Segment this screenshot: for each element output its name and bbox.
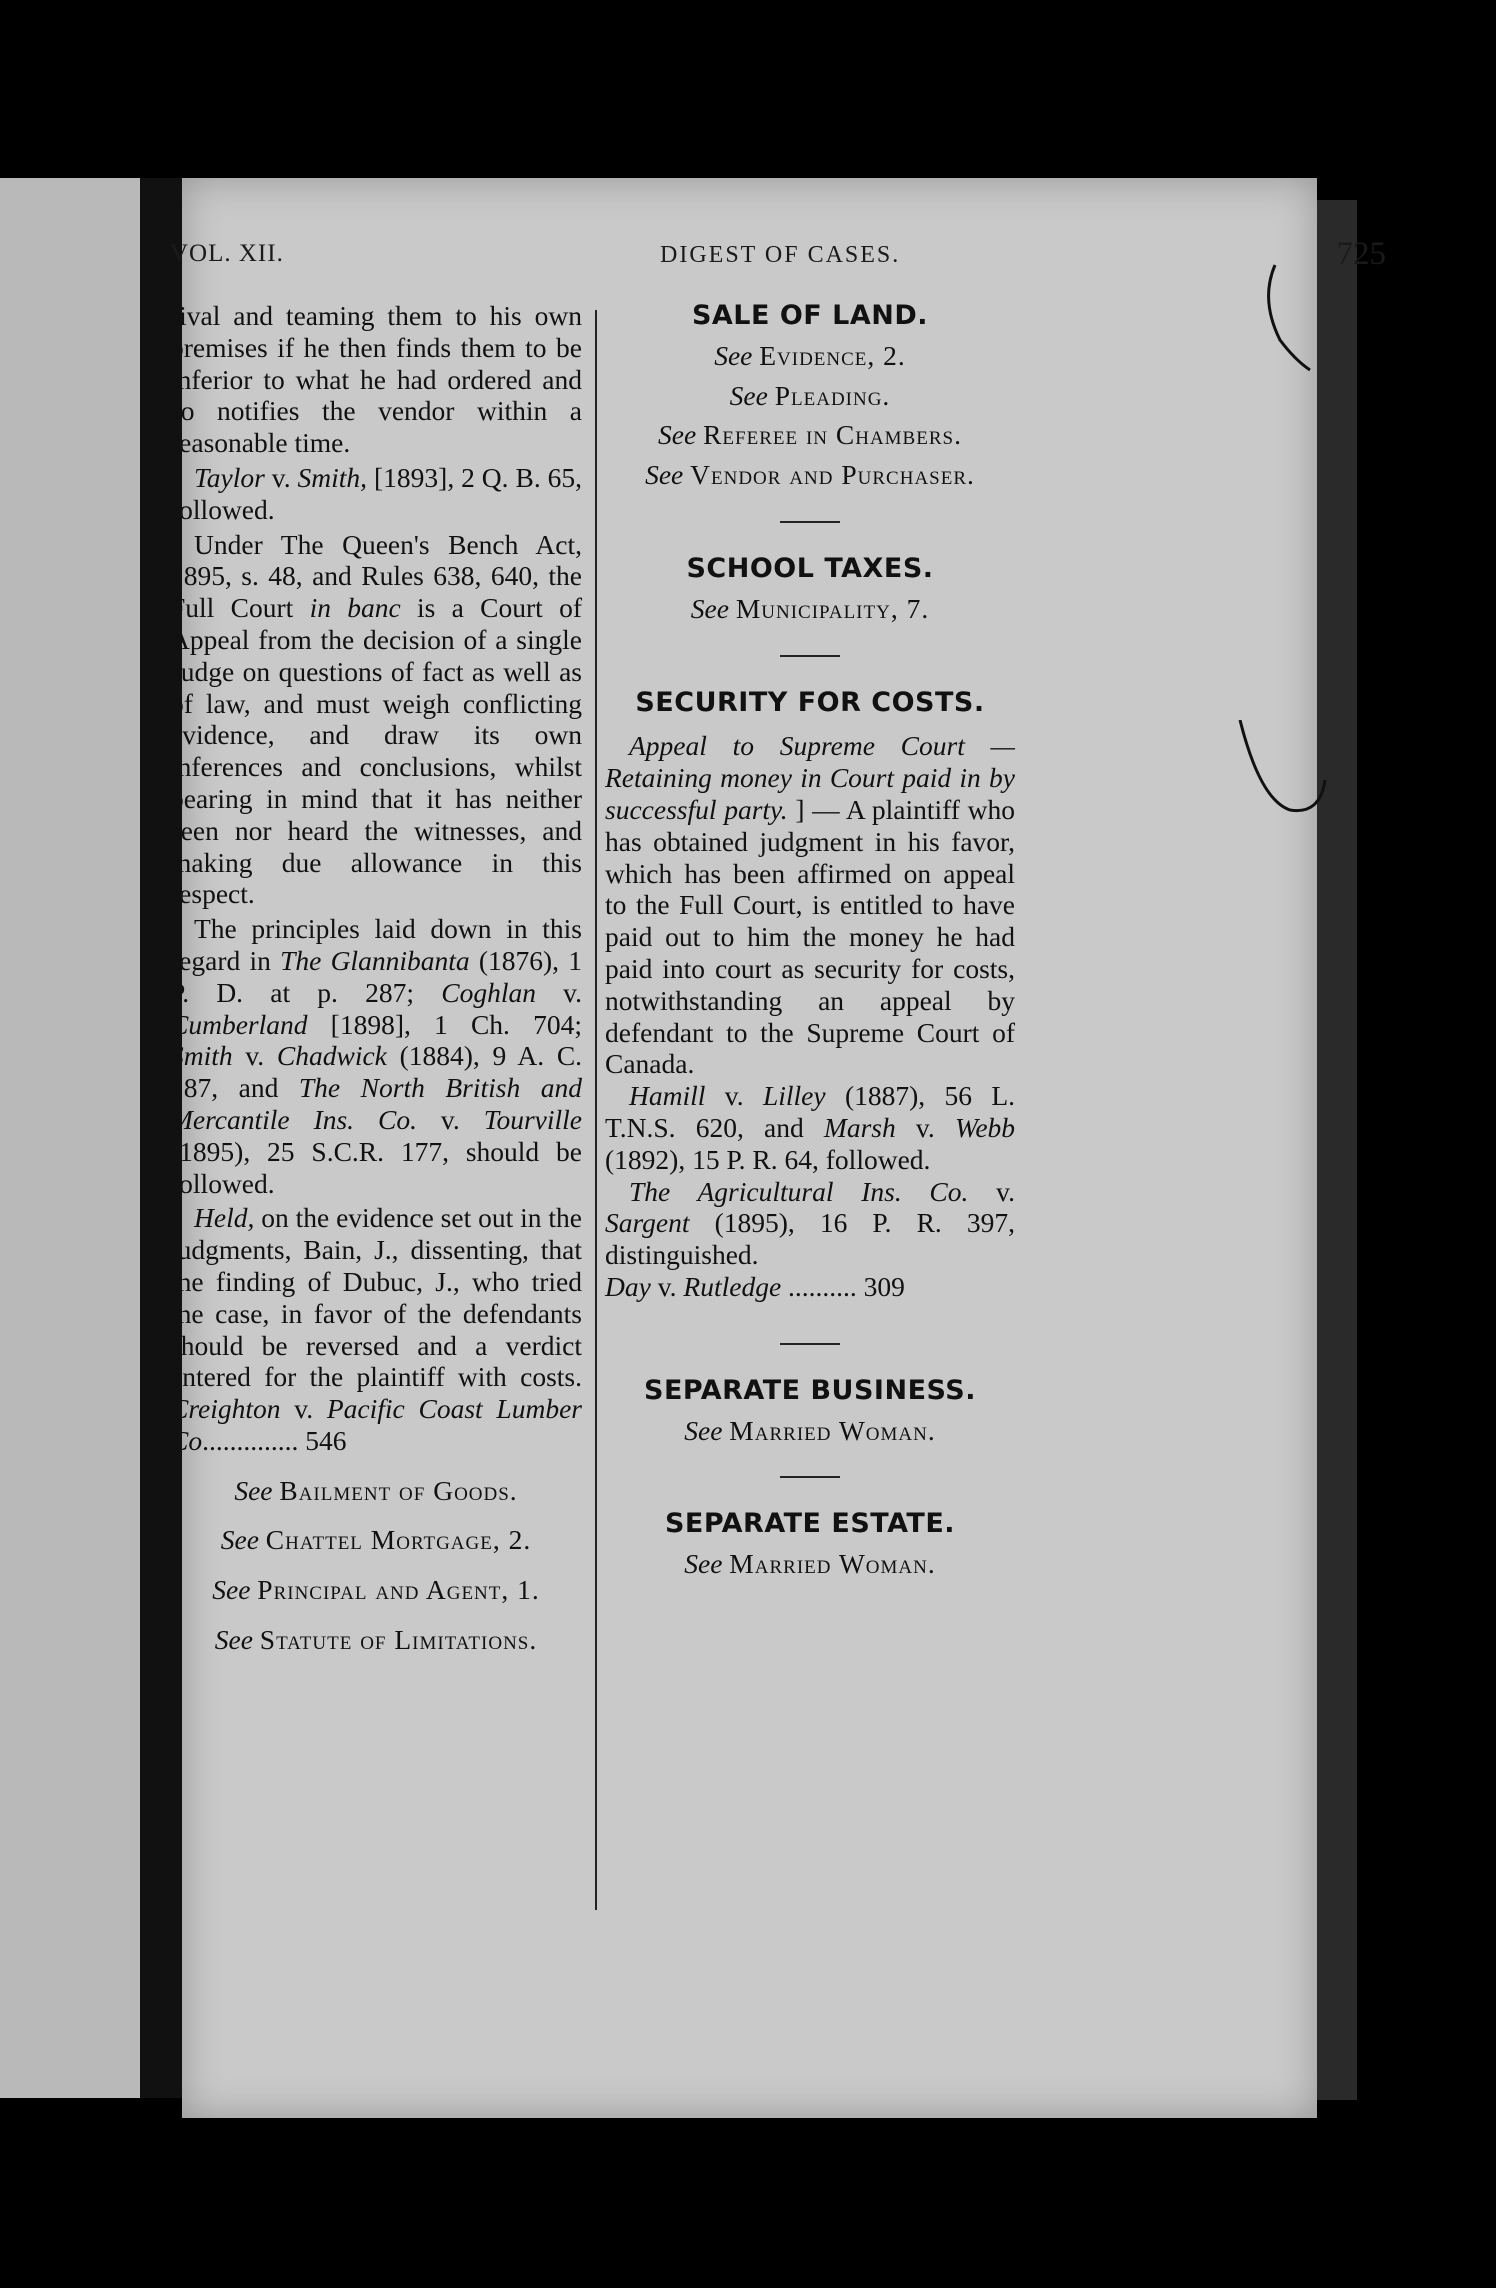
versus: v. — [271, 461, 291, 493]
leader-dots: .............. — [202, 1424, 299, 1456]
see-label: See — [658, 419, 697, 451]
text: The principles laid down in this regard in — [170, 913, 582, 976]
case-name: Sargent — [605, 1207, 690, 1239]
see-reference — [605, 459, 1015, 491]
section-heading: SEPARATE ESTATE. — [664, 1508, 956, 1540]
section-rule — [780, 655, 840, 657]
case-name: Rutledge — [683, 1270, 782, 1302]
versus: v. — [657, 1270, 677, 1302]
see-reference — [170, 1524, 582, 1556]
left-column — [170, 300, 582, 1656]
see-reference — [605, 593, 1015, 625]
page-ref: 546 — [305, 1424, 347, 1456]
section-rule — [780, 1343, 840, 1345]
text: (1887), 56 L. T.N.S. 620, and — [605, 1080, 1016, 1143]
case-name: Tourville — [483, 1103, 582, 1135]
paragraph-citations — [605, 1080, 1015, 1175]
see-reference — [605, 380, 1015, 412]
section-rule — [780, 521, 840, 523]
case-name: Coghlan — [441, 976, 536, 1008]
reference-target: Evidence, 2. — [759, 339, 906, 371]
text: (1895), 25 S.C.R. 177, should be followed. — [170, 1135, 582, 1199]
see-reference — [605, 1415, 1015, 1447]
see-label: See — [714, 339, 753, 371]
see-label: See — [729, 379, 768, 411]
versus: v. — [440, 1103, 460, 1135]
text: on the evidence set out in the judgments, Bain, J., dissenting, that the finding of Dubuc, J., who tried the case, in favor of the defendants should be reversed and a verdict entered for the plaintiff with costs. — [170, 1202, 582, 1393]
section-rule — [780, 1476, 840, 1478]
see-label: See — [214, 1624, 253, 1656]
section-heading: SCHOOL TAXES. — [686, 552, 934, 584]
paragraph-full-court — [170, 529, 582, 911]
versus: v. — [996, 1175, 1015, 1207]
text: is a Court of Appeal from the decision of a single Judge on questions of fact as well as of law, and must weigh conflicting evidence, and draw its own inferences and conclusions, whilst bearing in mind that it has neither seen nor heard the witnesses, and making due allowance in this respect. — [170, 592, 582, 910]
case-name: Chadwick — [276, 1040, 387, 1072]
section-heading: SEPARATE BUSINESS. — [644, 1374, 976, 1406]
case-name: Marsh — [823, 1111, 896, 1143]
italic-term: in banc — [309, 592, 401, 624]
pencil-bracket-icon — [1230, 720, 1330, 830]
text: (1876), 1 P. D. at p. 287; — [170, 944, 583, 1008]
right-column — [605, 300, 1015, 1580]
see-reference — [170, 1475, 582, 1507]
reference-target: Married Woman. — [729, 1548, 936, 1580]
pencil-mark-icon — [1255, 260, 1315, 410]
paragraph-continuation: rival and teaming them to his own premises if he then finds them to be inferior to what he had ordered and so notifies the vendor within a reasonable time. — [170, 300, 582, 459]
see-label: See — [684, 1414, 723, 1446]
paragraph-principles — [170, 913, 582, 1199]
case-reference — [605, 1271, 1015, 1303]
versus: v. — [245, 1040, 265, 1072]
versus: v. — [563, 976, 583, 1008]
paragraph-held — [170, 1202, 582, 1456]
see-reference — [605, 419, 1015, 451]
text: (1895), 16 P. R. 397, distinguished. — [605, 1207, 1015, 1271]
see-label: See — [220, 1524, 259, 1556]
case-name: The North British and Mercantile Ins. Co. — [170, 1072, 583, 1135]
paragraph-security — [605, 730, 1015, 1080]
text: ] — A plaintiff who has obtained judgment in his favor, which has been affirmed on appeal to the Full Court, is entitled to have paid out to him the money he had paid into court as security for costs, notwithstanding an appeal by defendant to the Supreme Court of Canada. — [605, 793, 1016, 1080]
page-ref: 309 — [863, 1270, 905, 1302]
see-reference — [605, 1548, 1015, 1580]
reference-target: Chattel Mortgage, 2. — [265, 1524, 532, 1556]
case-name: The Glannibanta — [280, 944, 470, 976]
case-name: Webb — [954, 1111, 1016, 1143]
reference-target: Married Woman. — [729, 1414, 936, 1446]
reference-target: Bailment of Goods. — [279, 1474, 518, 1506]
case-name: Lilley — [762, 1080, 826, 1112]
case-name: Hamill — [629, 1080, 706, 1112]
volume-label: VOL. XII. — [170, 240, 284, 267]
case-name: Smith — [170, 1040, 233, 1072]
see-reference — [605, 340, 1015, 372]
held-label: Held, — [194, 1202, 255, 1234]
reference-target: Principal and Agent, 1. — [257, 1574, 540, 1606]
text: [1898], 1 Ch. 704; — [330, 1008, 582, 1040]
see-label: See — [234, 1474, 273, 1506]
see-label: See — [645, 459, 684, 491]
reference-target: Municipality, 7. — [735, 592, 930, 624]
citation-text: [1893], 2 Q. B. 65, followed. — [170, 461, 582, 525]
facing-page-edge — [0, 178, 140, 2098]
text: (1884), 9 A. C. 187, and — [170, 1040, 583, 1104]
page-stack-edge — [1317, 200, 1357, 2100]
versus: v. — [915, 1111, 935, 1143]
see-reference — [170, 1624, 582, 1656]
case-name: Pacific Coast Lumber Co — [170, 1393, 582, 1456]
versus: v. — [724, 1080, 744, 1112]
paragraph-distinguished — [605, 1176, 1015, 1271]
reference-target: Referee in Chambers. — [703, 419, 962, 451]
text: (1892), 15 P. R. 64, followed. — [605, 1143, 931, 1175]
reference-target: Pleading. — [774, 379, 891, 411]
page-number: 725 — [1336, 236, 1386, 272]
see-label: See — [212, 1574, 251, 1606]
reference-target: Statute of Limitations. — [259, 1624, 538, 1656]
case-name: Day — [605, 1270, 651, 1302]
paragraph-citation-1 — [170, 462, 582, 526]
see-label: See — [684, 1548, 723, 1580]
see-reference — [170, 1574, 582, 1606]
running-title: DIGEST OF CASES. — [660, 242, 901, 268]
case-name: Creighton — [170, 1393, 281, 1425]
column-divider — [595, 310, 597, 1910]
case-name: Taylor — [194, 461, 265, 493]
headnote-italic: Appeal to Supreme Court — Retaining money in Court paid in by successful party. — [605, 730, 1015, 825]
see-label: See — [690, 592, 729, 624]
case-name: Cumberland — [170, 1008, 308, 1040]
text: Under The Queen's Bench Act, 1895, s. 48, and Rules 638, 640, the Full Court — [170, 528, 582, 624]
reference-target: Vendor and Purchaser. — [690, 459, 975, 491]
case-name: The Agricultural Ins. Co. — [629, 1175, 969, 1207]
case-name: Smith, — [297, 461, 368, 493]
versus: v. — [294, 1393, 314, 1425]
leader-dots: .......... — [788, 1270, 857, 1302]
section-heading: SECURITY FOR COSTS. — [635, 686, 985, 718]
section-heading: SALE OF LAND. — [691, 300, 929, 331]
